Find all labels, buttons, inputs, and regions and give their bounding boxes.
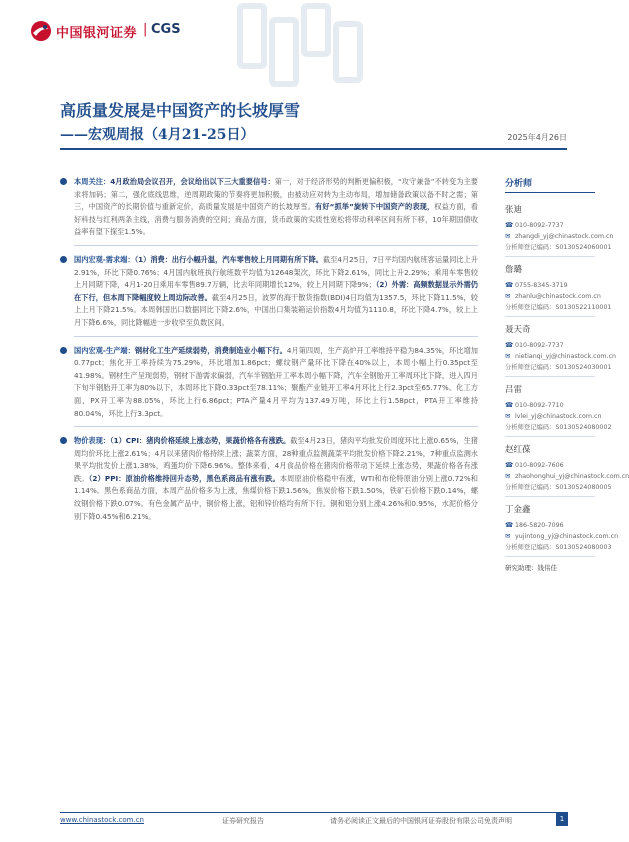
bullet-icon — [60, 178, 67, 185]
analyst-divider — [505, 436, 595, 437]
email-icon: ✉ — [505, 472, 511, 480]
website-link[interactable]: www.chinastock.com.cn — [60, 816, 144, 824]
analyst-divider — [505, 376, 595, 377]
analyst-phone-row — [505, 520, 595, 531]
bullet-icon — [60, 437, 67, 444]
analyst-phone-row — [505, 280, 595, 291]
analyst-cert: S0130524030001 — [555, 364, 612, 371]
footer-disclaimer: 请务必阅读正文最后的中国银河证券股份有限公司免责声明 — [330, 817, 512, 825]
sidebar-title: 分析师 — [505, 176, 595, 193]
brand-separator: | — [143, 22, 148, 37]
section-text: 截至4月23日，猪肉平均批发价周度环比上涨0.65%，生猪周均价环比上涨2.61%；4月以来猪肉价格持续上涨；蔬菜方面，28种重点监测蔬菜平均批发价格下降2.21%，7种重点监测水果平均批发价上涨1.38%，鸡蛋均价下降6.96%。整体来看，4月食品价格在猪肉价格带动下延续上涨态势，果蔬价格各有涨跌。 — [74, 436, 478, 483]
phone-icon: ☎ — [505, 521, 514, 529]
analyst-name: 张迪 — [505, 205, 523, 215]
analyst-email[interactable]: nietianqi_yj@chinastock.com.cn — [515, 353, 617, 360]
footer-doc-type: 证券研究报告 — [222, 817, 264, 825]
phone-icon: ☎ — [505, 281, 514, 289]
section-production — [60, 345, 478, 421]
section-emphasis-2: （2）PPI：原油价格维持回升态势，黑色系商品有涨有跌。 — [88, 473, 280, 483]
section-emphasis-2: （2）外需：高频数据显示外需仍在下行，但本周下降幅度较上周边际改善。 — [74, 280, 478, 302]
analyst-cert: S0130524080002 — [555, 424, 612, 431]
analyst-cert: S0130522110001 — [555, 304, 612, 311]
analyst-card — [505, 203, 614, 257]
email-icon: ✉ — [505, 532, 511, 540]
analyst-divider — [505, 316, 595, 317]
analyst-email-row[interactable] — [505, 531, 619, 542]
section-emphasis-2: 有好“抓举”旋转下中国资产的表现， — [315, 202, 435, 212]
analyst-phone: 010-8092-7710 — [515, 402, 564, 409]
analyst-cert-row — [505, 542, 612, 553]
analyst-cert-row — [505, 422, 612, 433]
page-header — [0, 0, 595, 90]
analyst-phone: 010-8092-7737 — [515, 222, 564, 229]
analyst-email-row[interactable] — [505, 291, 601, 302]
section-emphasis: 4月政治局会议召开，会议给出以下三大重要信号： — [110, 177, 275, 186]
phone-icon: ☎ — [505, 341, 514, 349]
analyst-divider — [505, 256, 595, 257]
analyst-email[interactable]: lvlei_yj@chinastock.com.cn — [515, 413, 602, 420]
analyst-cert-row — [505, 302, 612, 313]
cert-label: 分析师登记编码： — [505, 364, 556, 371]
section-lead: 国内宏观-生产端： — [74, 345, 135, 355]
analyst-email[interactable]: zhangdi_yj@chinastock.com.cn — [515, 233, 614, 240]
report-date: 2025年4月26日 — [507, 133, 567, 142]
section-text-2: 本周原油价格稳中有涨，WTI和布伦特原油分别上涨0.72%和1.14%。黑色系商品方面，本周产品价格多为上涨，焦煤价格下跌1.56%，焦炭价格下跌1.50%，铁矿石价格下跌0.14%，螺纹钢价格下跌0.07%。有色金属产品中，铜价格上涨，铝和锌价格均有所下行。铜和铝分别上涨4.26%和0.95%，水泥价格分别下降0.45%和6.21%。 — [74, 473, 478, 521]
analyst-cert: S0130524080003 — [555, 544, 612, 551]
decorative-watermark-icon — [220, 0, 380, 90]
galaxy-logo-icon — [30, 20, 52, 42]
bullet-icon — [60, 256, 67, 263]
analyst-cert-row — [505, 242, 612, 253]
analyst-name: 丁金鑫 — [505, 505, 531, 515]
section-text-2: 截至4月25日，波罗的海干散货指数(BDI)4日均值为1357.5，环比下降11.5%，较上上月下降21.5%。本周韩国出口数据同比下降2.6%，中国出口集装箱运价指数4月均值为1110.8，环比下降4.7%，较上上月下降6.6%，同比降幅进一步收窄至负数区间。 — [74, 292, 478, 327]
phone-icon: ☎ — [505, 221, 514, 229]
analyst-phone: 010-8092-7737 — [515, 342, 564, 349]
analyst-name: 吕雷 — [505, 385, 523, 395]
section-divider — [74, 245, 478, 246]
cert-label: 分析师登记编码： — [505, 544, 556, 551]
email-icon: ✉ — [505, 292, 511, 300]
analyst-email-row[interactable] — [505, 351, 617, 362]
analyst-email[interactable]: zhaohonghui_yj@chinastock.com.cn — [515, 473, 629, 480]
report-title: 高质量发展是中国资产的长坡厚雪 — [60, 101, 301, 120]
analyst-phone-row — [505, 400, 595, 411]
research-assistant: 研究助理：钱伟佳 — [505, 564, 557, 572]
analyst-cert-row — [505, 482, 612, 493]
cert-label: 分析师登记编码： — [505, 484, 556, 491]
section-weekly-focus — [60, 176, 478, 239]
analyst-name: 詹璐 — [505, 265, 523, 275]
section-emphasis: （1）消费：出行小幅升温，汽车零售较上月同期有所下降。 — [134, 254, 324, 264]
report-subtitle: ——宏观周报（4月21-25日） — [60, 127, 255, 143]
analyst-phone: 186-5820-7096 — [515, 522, 564, 529]
phone-icon: ☎ — [505, 461, 514, 469]
analyst-email[interactable]: yujintong_yj@chinastock.com.cn — [515, 533, 619, 540]
analyst-email-row[interactable] — [505, 471, 629, 482]
analyst-email-row[interactable] — [505, 411, 602, 422]
section-emphasis: （1）CPI：猪肉价格延续上涨态势，果蔬价格各有涨跌。 — [110, 436, 291, 446]
analyst-name: 赵红葆 — [505, 445, 531, 455]
analyst-phone: 010-8092-7606 — [515, 462, 564, 469]
analyst-cert: S0130524080005 — [555, 484, 612, 491]
analyst-phone-row — [505, 340, 595, 351]
email-icon: ✉ — [505, 232, 511, 240]
analyst-cert-row — [505, 362, 612, 373]
analyst-card — [505, 263, 612, 317]
analyst-divider — [505, 496, 595, 497]
section-emphasis: 钢材化工生产延续弱势，消费制造业小幅下行。 — [134, 345, 287, 355]
cert-label: 分析师登记编码： — [505, 424, 556, 431]
main-content — [60, 176, 478, 529]
section-text: 第一，对于经济形势的判断更偏积极，“攻守兼备”不转变为主要求将加码；第二，强化底线思维，逆周期政策的节奏将更加积极，由被动应对转为主动布局，增加储备政策以备不时之需；第三，中国资产的长期价值与重新定价，高质量发展是中国资产的长坡厚雪。 — [74, 177, 478, 212]
analyst-phone-row — [505, 220, 595, 231]
cert-label: 分析师登记编码： — [505, 244, 556, 251]
analyst-phone-row — [505, 460, 595, 471]
analyst-name: 聂天奇 — [505, 325, 531, 335]
brand-name-cn: 中国银河证券 — [56, 26, 138, 41]
analyst-email[interactable]: zhanlu@chinastock.com.cn — [515, 293, 601, 300]
section-lead: 国内宏观-需求端： — [74, 254, 135, 264]
email-icon: ✉ — [505, 412, 511, 420]
page-number: 1 — [556, 812, 568, 826]
section-divider — [74, 426, 478, 427]
section-text: 4月第四周，生产高炉开工率维持平稳为84.35%，环比增加0.77pct；焦化开工率持续为75.29%，环比增加1.86pct；螺纹钢产量环比下降在40%以上，本周小幅上行0.35pct至41.98%。钢材生产呈现弱势，钢材下游需求偏弱，汽车半钢胎开工率本周小幅下降，汽车全钢胎开工率周环比下降，进入四月下旬半钢胎开工率为80%以下，本周环比下降0.33pct至78.11%；聚酯产业链开工率4月环比上行2.3pct至65.77%。化工方面，PX开工率为88.05%，环比上行6.86pct；PTA产量4月平均为137.49万吨，环比上行1.58pct，PTA开工率维持80.04%，环比上行3.3pct。 — [74, 345, 478, 418]
title-divider — [60, 148, 567, 150]
email-icon: ✉ — [505, 352, 511, 360]
section-prices — [60, 435, 478, 523]
analyst-email-row[interactable] — [505, 231, 614, 242]
analyst-sidebar — [497, 176, 629, 572]
analyst-card — [505, 323, 617, 377]
analyst-divider — [505, 556, 595, 557]
section-text: 截至4月25日，7日平均国内航班客运量同比上升2.91%，环比下降0.76%；4月国内航班执行航班数平均值为12648架次，环比下降2.61%，同比上升2.29%；乘用车零售较上月同期下降，4月1-20日乘用车零售89.7万辆，比去年同期增长12%，较上月同期下降9%； — [74, 254, 479, 290]
analyst-card — [505, 443, 629, 497]
brand-name-en: CGS — [151, 22, 181, 37]
section-divider — [74, 336, 478, 337]
footer-divider — [60, 812, 567, 813]
analyst-cert: S0130524060001 — [555, 244, 612, 251]
section-text-2: 权益方面，看好科技与红利两条主线，消费与服务消费的空间；商品方面，货币政策的实质性宽松将带动利率区间有所下移，10年期国债收益率有望下探至1.5%。 — [74, 202, 478, 237]
section-lead: 物价表现： — [74, 436, 110, 446]
analyst-card — [505, 503, 619, 557]
phone-icon: ☎ — [505, 401, 514, 409]
analyst-phone: 0755-8345-3719 — [515, 282, 568, 289]
analyst-card — [505, 383, 612, 437]
section-lead: 本周关注： — [74, 177, 111, 186]
bullet-icon — [60, 347, 67, 354]
cert-label: 分析师登记编码： — [505, 304, 556, 311]
section-demand — [60, 254, 478, 330]
